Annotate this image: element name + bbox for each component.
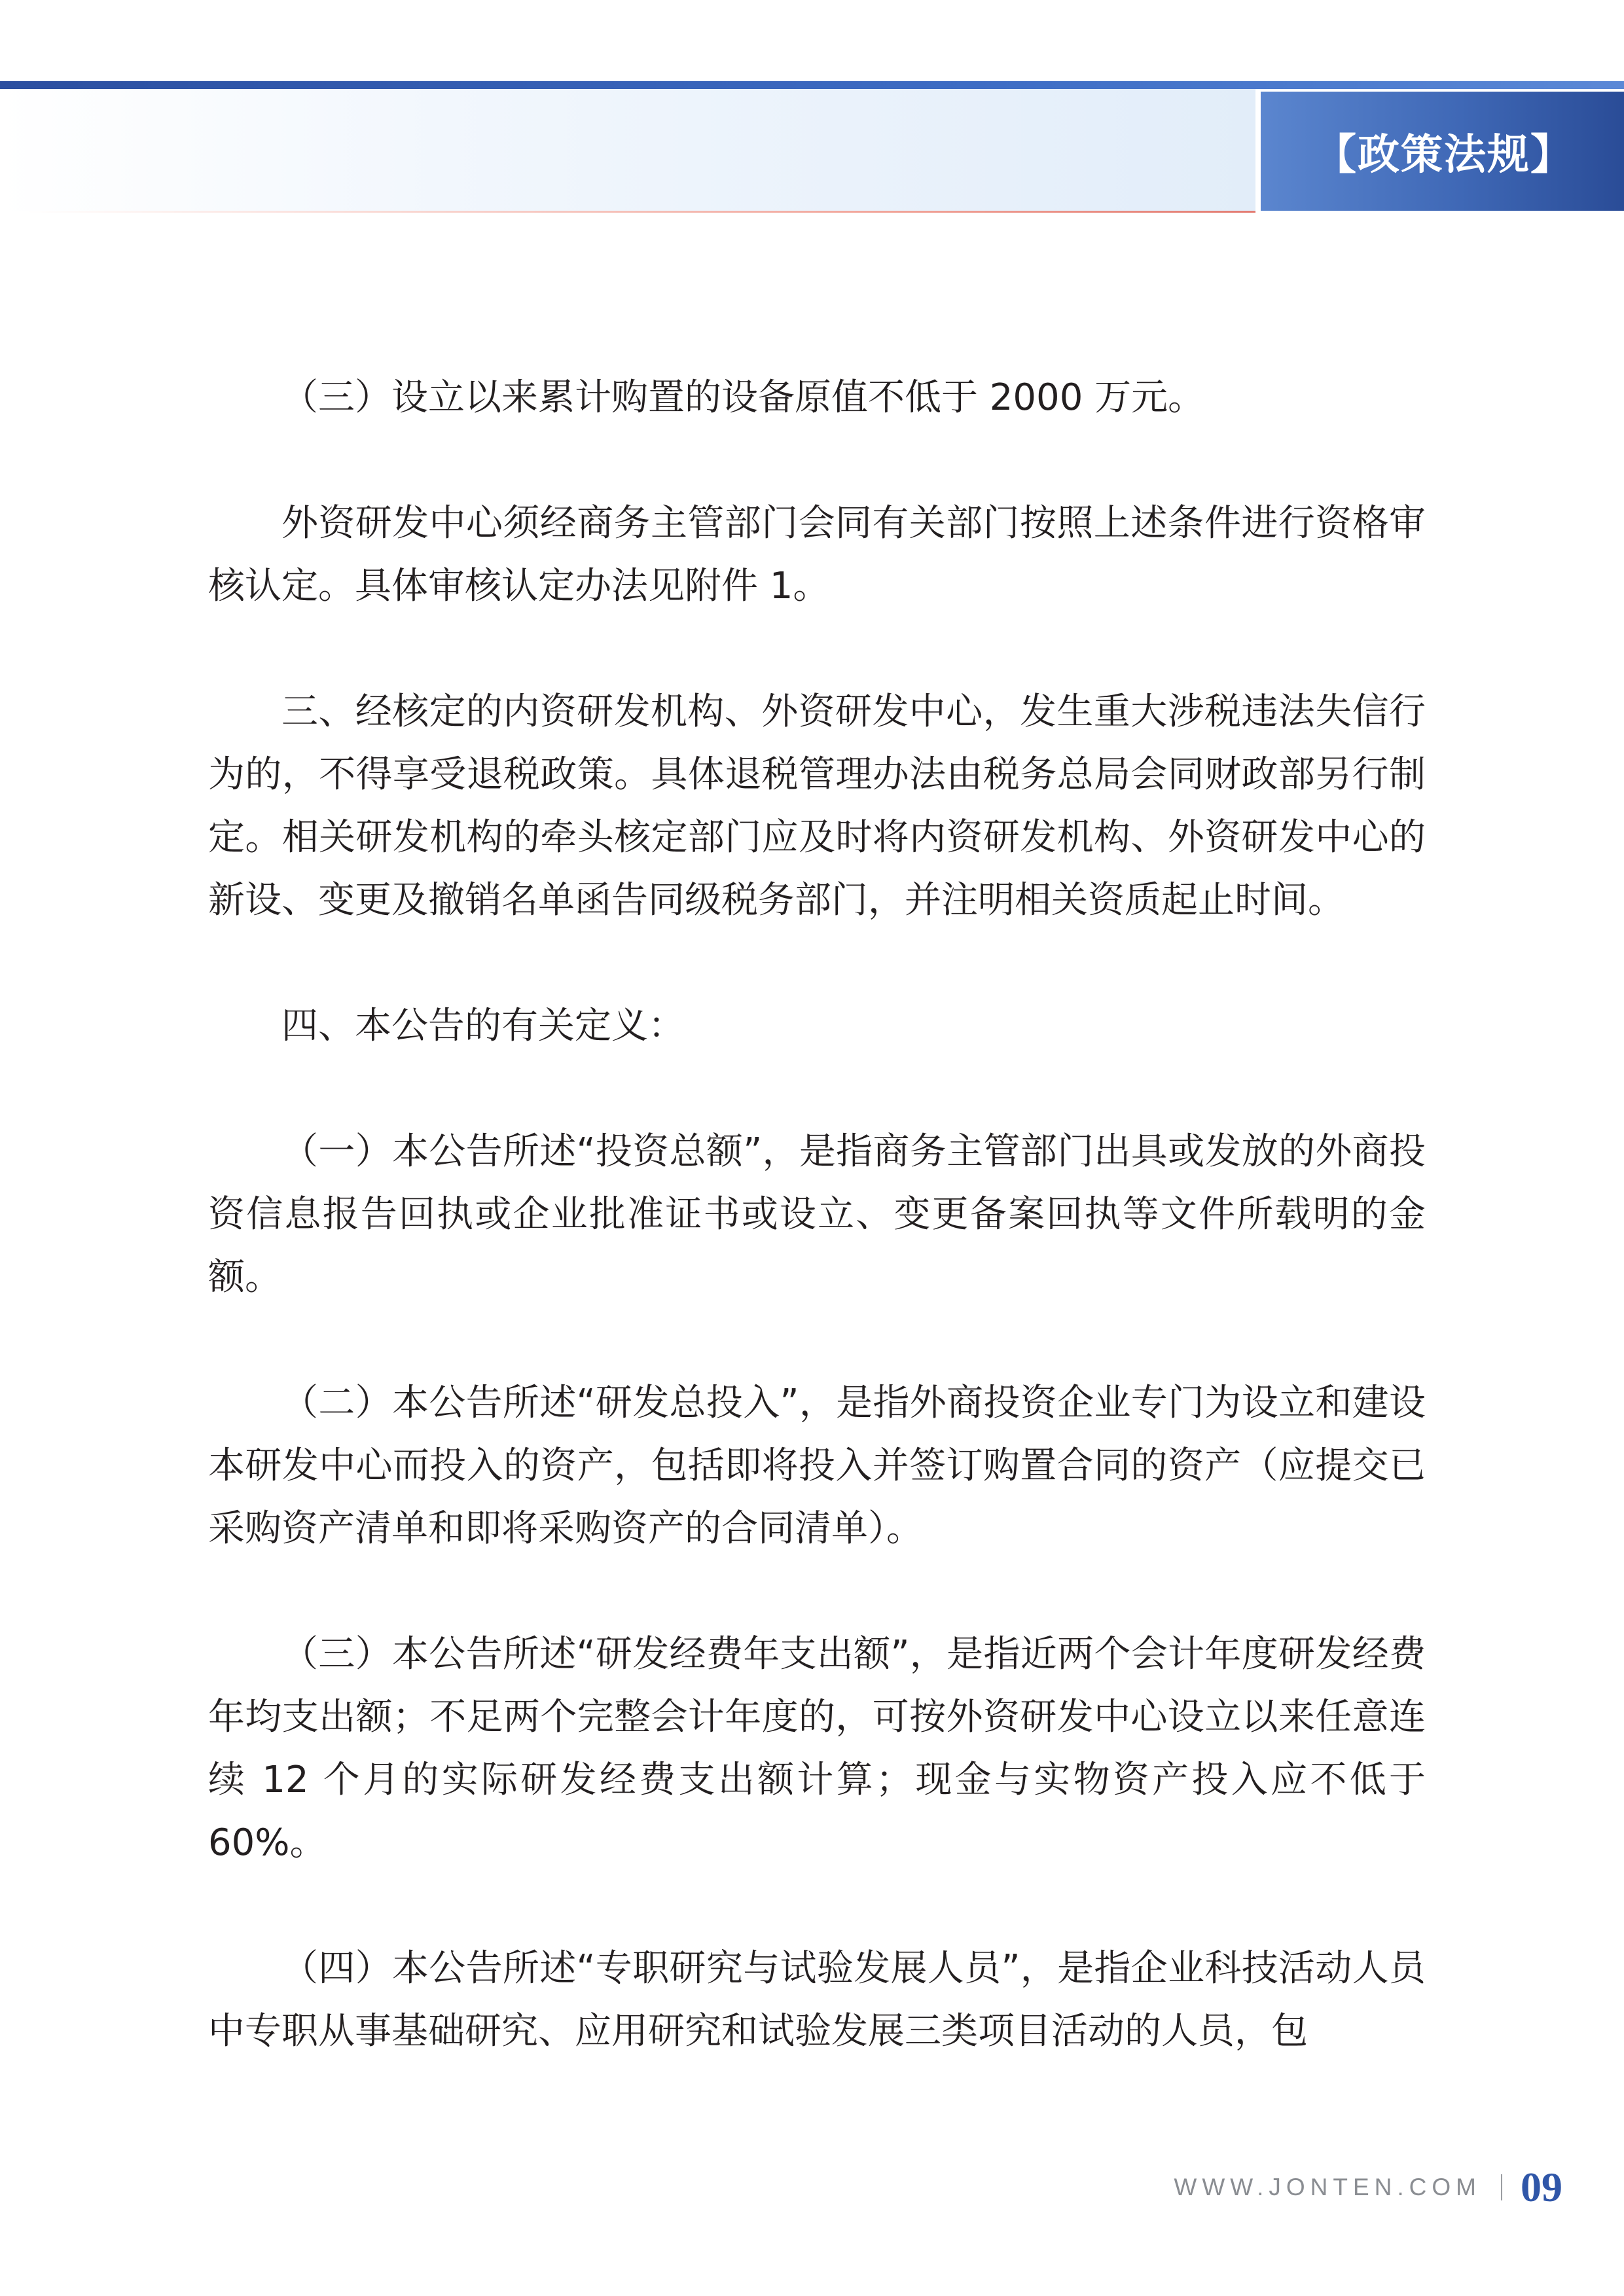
page-number: 09 (1521, 2164, 1562, 2210)
paragraph-definition-rd-expenditure: （三）本公告所述“研发经费年支出额”，是指近两个会计年度研发经费年均支出额；不足两个完整会计年度的，可按外资研发中心设立以来任意连续 12 个月的实际研发经费支出额计算；现金与实物资产投入应不低于 60%。 (208, 1633, 1426, 1864)
paragraph-article-4-heading: 四、本公告的有关定义： (281, 1005, 685, 1047)
section-label: 【政策法规】 (1314, 130, 1574, 179)
paragraph-definition-rd-investment: （二）本公告所述“研发总投入”，是指外商投资企业专门为设立和建设本研发中心而投入的资产，包括即将投入并签订购置合同的资产（应提交已采购资产清单和即将采购资产的合同清单）。 (208, 1382, 1426, 1550)
paragraph-article-3: 三、经核定的内资研发机构、外资研发中心，发生重大涉税违法失信行为的，不得享受退税政策。具体退税管理办法由税务总局会同财政部另行制定。相关研发机构的牵头核定部门应及时将内资研发机构、外资研发中心的新设、变更及撤销名单函告同级税务部门，并注明相关资质起止时间。 (208, 691, 1426, 922)
paragraph-definition-rd-personnel: （四）本公告所述“专职研究与试验发展人员”，是指企业科技活动人员中专职从事基础研究、应用研究和试验发展三类项目活动的人员，包 (208, 1947, 1426, 2053)
paragraph-equipment-value: （三）设立以来累计购置的设备原值不低于 2000 万元。 (281, 376, 1205, 419)
header-band (0, 89, 1255, 211)
document-body (208, 367, 1426, 2126)
paragraph-definition-investment-total: （一）本公告所述“投资总额”，是指商务主管部门出具或发放的外商投资信息报告回执或企业批准证书或设立、变更备案回执等文件所载明的金额。 (208, 1130, 1426, 1299)
header-underline (26, 211, 1255, 213)
paragraph-qualification-review: 外资研发中心须经商务主管部门会同有关部门按照上述条件进行资格审核认定。具体审核认定办法见附件 1。 (208, 502, 1426, 607)
footer-divider (1501, 2174, 1502, 2200)
header-top-rule (0, 81, 1624, 89)
footer-website: WWW.JONTEN.COM (1174, 2174, 1481, 2200)
section-tab (1261, 92, 1624, 211)
page-footer (1174, 2161, 1562, 2214)
